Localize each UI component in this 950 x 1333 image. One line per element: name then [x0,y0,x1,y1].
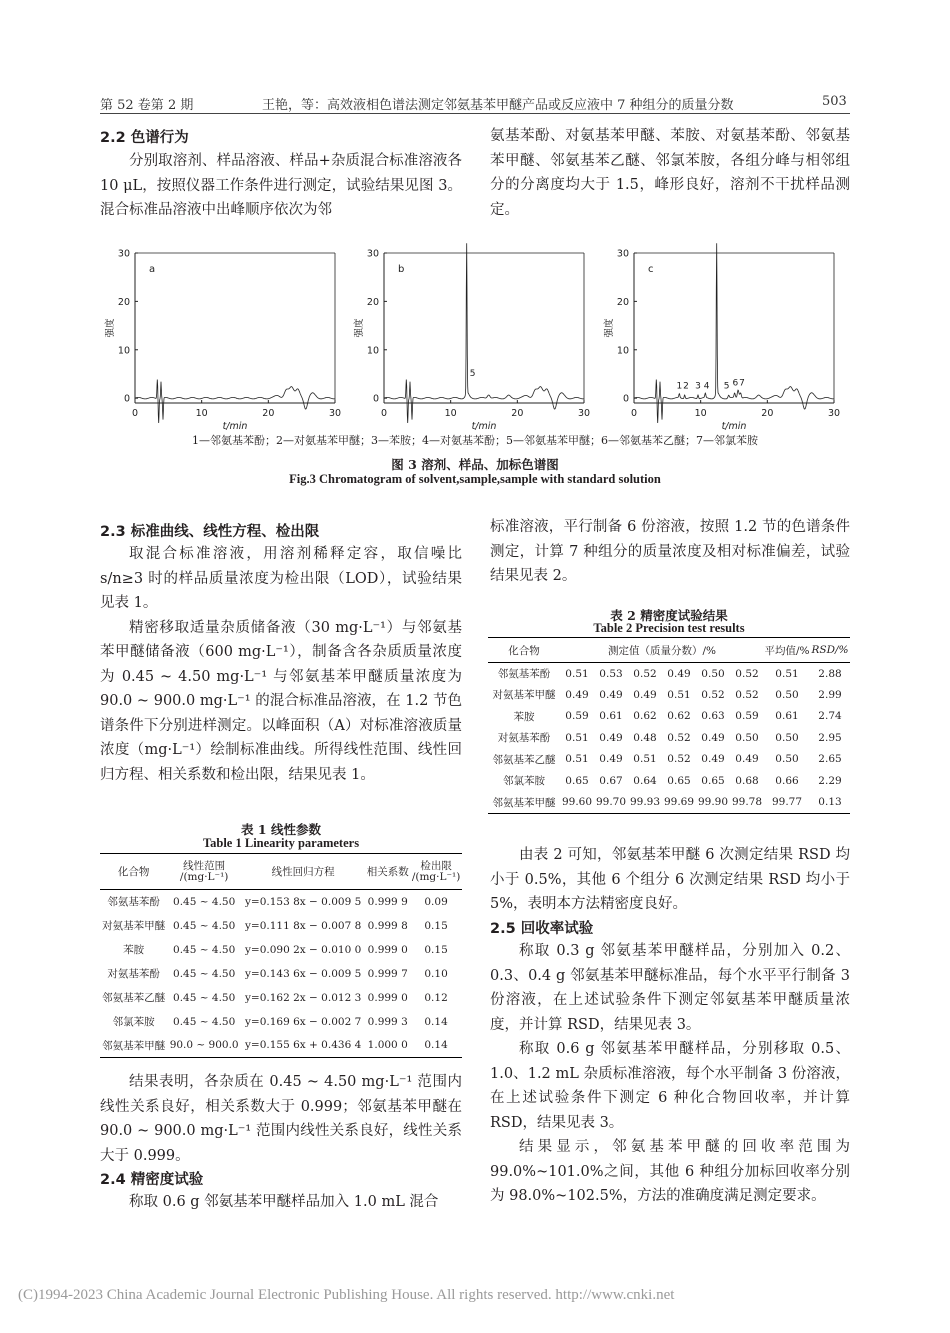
t2-cell: 0.49 [599,688,623,701]
t1-cell: y=0.090 2x − 0.010 0 [244,943,362,956]
t2-header-rsd: RSD/% [810,638,850,663]
t1-cell: 0.15 [424,919,448,932]
t1-row [100,1034,462,1058]
y-axis-label: 强度 [604,318,615,338]
t1-cell: y=0.143 6x − 0.009 5 [244,967,362,980]
result-2-text [490,843,850,917]
t2-cell: 99.70 [594,792,628,814]
t2-cell: 对氨基苯酚 [497,732,551,745]
t1-cell: 0.45 ~ 4.50 [173,895,236,908]
table-1-title-en: Table 1 Linearity parameters [202,836,360,850]
section-2-5-para-2: 称取 0.6 g 邻氨基苯甲醚样品，分别移取 0.5、1.0、1.2 mL 杂质标准溶液，每个水平制备 3 份溶液，在上述试验条件下测定 6 种化合物回收率，并计算 RSD，结果见表 3。 [490,1041,850,1131]
t1-row [100,1010,462,1034]
t1-cell: 邻氨基苯乙醚 [102,992,166,1004]
y-tick-label: 0 [622,393,629,405]
t2-row [488,770,850,792]
y-tick-label: 30 [616,248,629,260]
t2-cell: 苯胺 [513,710,535,723]
t2-cell: 0.61 [775,710,799,723]
t1-cell: 1.000 0 [365,1034,410,1058]
t2-cell: 0.51 [565,753,589,766]
section-2-2-text-right [490,124,850,222]
y-tick-label: 10 [117,345,130,357]
x-tick-label: 30 [827,408,841,419]
peak-label: 7 [739,378,745,389]
peak-label: 2 [683,381,689,392]
figure-3-caption-en: Fig.3 Chromatogram of solvent,sample,sample with standard solution [289,472,661,486]
section-2-5-text [490,939,850,1209]
t2-cell: 99.60 [560,792,594,814]
chromatogram-panel-a [104,249,341,431]
copyright-footer: (C)1994-2023 China Academic Journal Electronic Publishing House. All rights reserved. http://www.cnki.net [18,1287,675,1303]
x-axis-label: t/min [721,421,747,430]
section-2-3-text [100,542,462,787]
t1-cell: 0.14 [424,1015,448,1028]
x-axis-label: t/min [222,421,248,430]
section-2-4-para-cont: 标准溶液，平行制备 6 份溶液，按照 1.2 节的色谱条件测定，计算 7 种组分的质量浓度及相对标准偏差，试验结果见表 2。 [490,519,850,584]
t2-cell: 2.95 [818,731,842,744]
t1-cell: y=0.153 8x − 0.009 5 [244,895,362,908]
t2-cell: 0.52 [633,667,657,680]
t2-cell: 0.61 [599,710,623,723]
t1-cell: y=0.111 8x − 0.007 8 [244,919,362,932]
t2-cell: 0.52 [667,753,691,766]
t1-cell: 邻氨基苯酚 [107,896,160,909]
t1-cell: 0.999 0 [367,943,408,956]
figure-3-caption-cn: 图 3 溶剂、样品、加标色谱图 [391,457,559,472]
t2-cell: 0.65 [565,774,589,787]
x-tick-label: 30 [577,408,591,419]
t1-header-r: 相关系数 [365,854,410,890]
table-2-title-cn: 表 2 精密度试验结果 [610,608,728,623]
t2-cell: 0.63 [701,710,725,723]
t1-row [100,890,462,914]
t2-cell: 0.49 [701,753,725,766]
t2-row [488,663,850,685]
t2-cell: 对氨基苯甲醚 [492,689,556,702]
x-tick-label: 10 [444,408,457,419]
section-2-4-title: 2.4 精密度试验 [100,1172,204,1188]
t2-cell: 99.77 [764,792,810,814]
t2-cell: 邻氨基苯乙醚 [492,753,556,766]
peak-label: 3 [695,381,701,392]
section-2-4-text-left [100,1190,462,1215]
t2-cell: 0.59 [565,710,589,723]
section-2-5-para-1: 称取 0.3 g 邻氨基苯甲醚样品，分别加入 0.2、0.3、0.4 g 邻氨基苯甲醚标准品，每个水平平行制备 3 份溶液，在上述试验条件下测定邻氨基苯甲醚质量浓度，并计算 RSD，结果见表 3。 [490,943,850,1033]
t1-cell: 0.999 7 [367,967,408,980]
t2-cell: 0.50 [701,667,725,680]
header-rule [100,113,850,114]
t2-cell: 0.62 [633,710,657,723]
t2-cell: 2.29 [818,774,842,787]
page-number: 503 [822,94,847,109]
t2-cell: 0.49 [701,731,725,744]
t2-row [488,749,850,771]
y-tick-label: 30 [117,248,130,260]
t1-header-lod: 检出限 /(mg·L⁻¹) [410,854,462,890]
table-2-precision [488,637,850,814]
t1-cell: 邻氨基苯甲醚 [100,1034,167,1058]
y-tick-label: 30 [366,248,379,260]
t2-cell: 0.48 [633,731,657,744]
x-tick-label: 10 [694,408,707,419]
chromatogram-trace [135,380,335,424]
x-tick-label: 0 [630,408,638,419]
y-axis-label: 强度 [354,318,365,338]
t2-cell: 邻氨基苯甲醚 [488,792,560,814]
t2-cell: 0.53 [599,667,623,680]
y-tick-label: 20 [366,296,379,308]
t2-cell: 0.52 [701,688,725,701]
t2-cell: 0.50 [775,688,799,701]
t2-cell: 0.49 [667,667,691,680]
t2-cell: 0.49 [735,753,759,766]
t2-cell: 0.65 [667,774,691,787]
chromatogram-panel-b [353,243,590,430]
t1-row [100,962,462,986]
t1-cell: y=0.162 2x − 0.012 3 [244,991,362,1004]
t2-row [488,706,850,728]
t1-cell: 0.999 3 [367,1015,408,1028]
section-2-4-para: 称取 0.6 g 邻氨基苯甲醚样品加入 1.0 mL 混合 [129,1194,439,1210]
x-tick-label: 20 [511,408,524,419]
t2-cell: 99.90 [696,792,730,814]
t1-cell: 0.45 ~ 4.50 [173,919,236,932]
section-2-2-title: 2.2 色谱行为 [100,130,189,146]
panel-label: a [149,264,156,275]
y-axis-label: 强度 [105,318,116,338]
section-2-5-title: 2.5 回收率试验 [490,921,594,937]
t2-cell: 0.51 [565,667,589,680]
t2-cell: 0.51 [633,753,657,766]
peak-label: 1 [676,381,683,392]
y-tick-label: 20 [616,296,629,308]
t1-cell: 0.999 0 [367,991,408,1004]
chromatogram-panel-c [603,243,840,430]
t1-cell: 苯胺 [123,944,145,956]
t2-cell: 0.51 [565,731,589,744]
t2-cell: 0.50 [735,731,759,744]
y-tick-label: 20 [117,296,130,308]
t2-cell: 0.52 [667,731,691,744]
t2-cell: 2.74 [818,710,842,723]
t2-header-mean: 平均值/% [764,638,810,663]
t1-cell: 90.0 ~ 900.0 [167,1034,241,1058]
table-2-title-en: Table 2 Precision test results [593,621,745,635]
figure-3-legend: 1—邻氨基苯酚；2—对氨基苯甲醚；3—苯胺；4—对氨基苯酚；5—邻氨基苯甲醚；6—邻氨基苯乙醚；7—邻氯苯胺 [192,434,758,447]
section-2-3-para-2: 精密移取适量杂质储备液（30 mg·L⁻¹）与邻氨基苯甲醚储备液（600 mg·L⁻¹），制备含各杂质质量浓度为 0.45 ~ 4.50 mg·L⁻¹ 与邻氨基苯甲醚质量浓度为 90.0 ~ 900.0 mg·L⁻¹ 的混合标准品溶液，在 1.2 节色谱条件下分别进样测定。以峰面积（A）对标准溶液质量浓度（mg·L⁻¹）绘制标准曲线。所得线性范围、线性回归方程、相关系数和检出限，结果见表 1。 [100,619,462,783]
t2-cell: 0.67 [599,774,623,787]
t1-cell: 对氨基苯甲醚 [102,920,166,932]
t2-cell: 0.64 [633,774,657,787]
t2-cell: 0.65 [701,774,725,787]
t2-cell: 2.99 [818,688,842,701]
t2-cell: 0.49 [599,753,623,766]
t2-cell: 99.78 [730,792,764,814]
t1-cell: y=0.169 6x − 0.002 7 [244,1015,362,1028]
t1-cell: y=0.155 6x + 0.436 4 [241,1034,365,1058]
result-1-para: 结果表明，各杂质在 0.45 ~ 4.50 mg·L⁻¹ 范围内线性关系良好，相关系数大于 0.999；邻氨基苯甲醚在 90.0 ~ 900.0 mg·L⁻¹ 范围内线性关系良好，线性关系大于 0.999。 [100,1074,462,1164]
t2-cell: 0.13 [810,792,850,814]
t2-cell: 0.50 [775,731,799,744]
t2-row [488,792,850,814]
t1-header-compound: 化合物 [100,854,167,890]
t2-row [488,727,850,749]
t2-cell: 99.93 [628,792,662,814]
t1-cell: 0.999 8 [367,919,408,932]
t1-header-equation: 线性回归方程 [241,854,365,890]
running-title: 王艳，等：高效液相色谱法测定邻氨基苯甲醚产品或反应液中 7 种组分的质量分数 [262,98,734,113]
t1-cell: 0.14 [410,1034,462,1058]
peak-label: 5 [469,368,476,379]
t2-cell: 邻氯苯胺 [503,775,545,788]
t1-cell: 0.09 [424,895,448,908]
journal-issue: 第 52 卷第 2 期 [100,98,194,113]
result-2-para: 由表 2 可知，邻氨基苯甲醚 6 次测定结果 RSD 均小于 0.5%，其他 6 个组分 6 次测定结果 RSD 均小于 5%，表明本方法精密度良好。 [490,847,850,912]
section-2-2-text-left [100,149,462,223]
t2-cell: 2.88 [818,667,842,680]
section-2-2-para-cont: 氨基苯酚、对氨基苯甲醚、苯胺、对氨基苯酚、邻氨基苯甲醚、邻氨基苯乙醚、邻氯苯胺，各组分峰与相邻组分的分离度均大于 1.5，峰形良好，溶剂不干扰样品测定。 [490,128,850,218]
table-1-linearity [100,853,462,1058]
section-2-2-para: 分别取溶剂、样品溶液、样品+杂质混合标准溶液各 10 μL，按照仪器工作条件进行测定，试验结果见图 3。混合标准品溶液中出峰顺序依次为邻 [100,153,462,218]
x-tick-label: 30 [328,408,342,419]
t1-cell: 0.45 ~ 4.50 [173,1015,236,1028]
section-2-5-para-3: 结果显示，邻氨基苯甲醚的回收率范围为 99.0%~101.0%之间，其他 6 种组分加标回收率分别为 98.0%~102.5%，方法的准确度满足测定要求。 [490,1139,850,1204]
t1-cell: 0.45 ~ 4.50 [173,991,236,1004]
t2-cell: 0.49 [565,688,589,701]
y-tick-label: 10 [616,345,629,357]
t2-cell: 99.69 [662,792,696,814]
x-tick-label: 0 [380,408,388,419]
y-tick-label: 10 [366,345,379,357]
panel-label: b [398,264,405,275]
t2-cell: 0.52 [735,688,759,701]
t1-header-range: 线性范围 /(mg·L⁻¹) [167,854,241,890]
t2-row [488,684,850,706]
t1-cell: 邻氯苯胺 [112,1016,155,1028]
chromatogram-trace [384,243,584,423]
t2-cell: 0.49 [633,688,657,701]
peak-label: 4 [703,381,710,392]
peak-label: 5 [723,381,730,392]
result-1-text [100,1070,462,1168]
t2-header-measured: 测定值（质量分数）/% [560,638,764,663]
x-tick-label: 10 [195,408,208,419]
t1-cell: 0.45 ~ 4.50 [173,967,236,980]
t2-cell: 0.68 [735,774,759,787]
t1-row [100,986,462,1010]
t1-cell: 对氨基苯酚 [107,968,160,980]
y-tick-label: 0 [372,393,379,405]
y-tick-label: 0 [123,393,130,405]
t2-cell: 0.59 [735,710,759,723]
figure-3-chromatograms [100,240,850,430]
t1-row [100,914,462,938]
t1-cell: 0.10 [424,967,448,980]
t1-row [100,938,462,962]
t2-cell: 邻氨基苯酚 [497,668,551,680]
x-tick-label: 20 [262,408,275,419]
t2-cell: 0.50 [775,753,799,766]
x-tick-label: 0 [131,408,139,419]
table-1-title-cn: 表 1 线性参数 [241,822,321,837]
chromatogram-trace [634,243,834,423]
section-2-3-para-1: 取混合标准溶液，用溶剂稀释定容，取信噪比 s/n≥3 时的样品质量浓度为检出限（LOD），试验结果见表 1。 [100,546,462,611]
t1-cell: 0.45 ~ 4.50 [173,943,236,956]
t2-cell: 0.49 [599,731,623,744]
t2-cell: 0.66 [775,774,799,787]
x-axis-label: t/min [471,421,497,430]
panel-label: c [648,264,654,275]
x-tick-label: 20 [761,408,774,419]
section-2-3-title: 2.3 标准曲线、线性方程、检出限 [100,524,320,540]
t2-header-compound: 化合物 [488,638,560,663]
t2-cell: 0.52 [735,667,759,680]
t1-cell: 0.12 [424,991,448,1004]
t2-cell: 0.62 [667,710,691,723]
t2-cell: 2.65 [818,753,842,766]
peak-label: 6 [732,378,739,389]
t1-cell: 0.999 9 [367,895,408,908]
section-2-4-text-right [490,515,850,589]
t1-cell: 0.15 [424,943,448,956]
t2-cell: 0.51 [667,688,691,701]
t2-cell: 0.51 [775,667,799,680]
